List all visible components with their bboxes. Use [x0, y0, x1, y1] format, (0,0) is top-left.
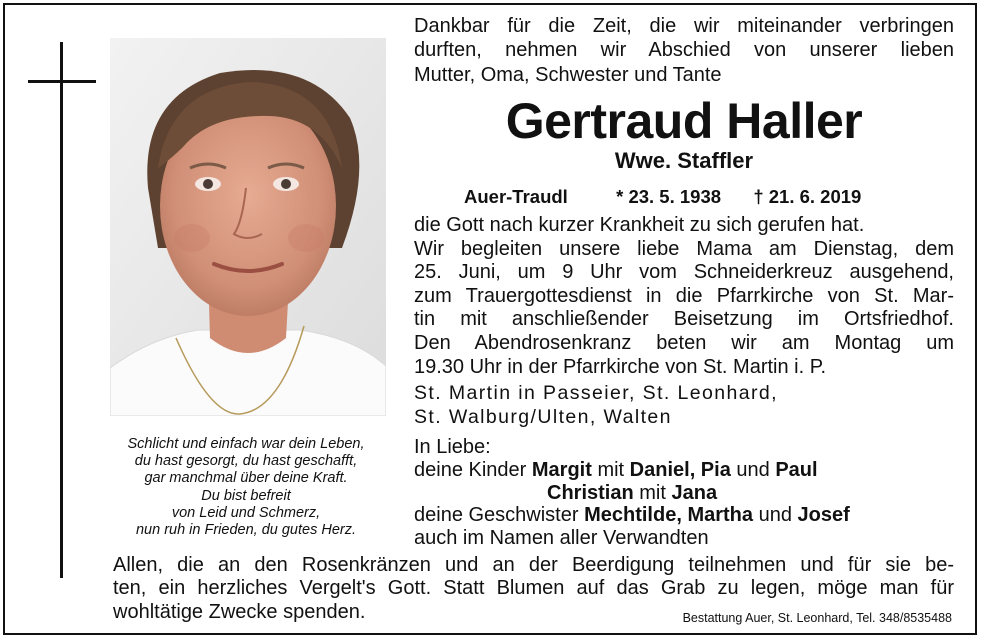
intro-text — [414, 14, 954, 87]
siblings-line — [414, 504, 954, 527]
thanks-line: wohltätige Zwecke spenden. — [113, 600, 366, 623]
poem-line: du hast gesorgt, du hast geschafft, — [134, 453, 358, 470]
children-prefix: deine Kinder — [414, 458, 527, 481]
portrait-photo — [110, 38, 386, 416]
sibling-names: Mechtilde, Martha — [584, 504, 754, 527]
and-word: und — [736, 458, 770, 481]
funeral-details — [414, 214, 954, 379]
undertaker-credit: Bestattung Auer, St. Leonhard, Tel. 348/8535488 — [682, 611, 952, 625]
places-line: St. Walburg/Ulten, Walten — [414, 406, 672, 428]
poem-line: von Leid und Schmerz, — [171, 504, 321, 521]
body-line: zum Trauergottesdienst in die Pfarrkirche von St. Mar- — [414, 284, 954, 307]
in-love-label: In Liebe: — [414, 436, 491, 458]
cross-horizontal-bar — [28, 80, 96, 83]
grandchild-name: Paul — [775, 458, 818, 481]
deceased-name: Gertraud Haller — [505, 93, 863, 149]
thanks-line: ten, ein herzliches Vergelt's Gott. Statt Blumen auf das Grab zu legen, möge man für — [113, 577, 954, 600]
places-line: St. Martin in Passeier, St. Leonhard, — [414, 382, 778, 404]
memorial-poem — [96, 436, 396, 539]
body-line: die Gott nach kurzer Krankheit zu sich gerufen hat. — [414, 214, 865, 236]
child-name: Margit — [531, 458, 592, 481]
thanks-line: Allen, die an den Rosenkränzen und an der Beerdigung teilnehmen und für sie be- — [113, 554, 954, 576]
life-dates — [464, 185, 954, 209]
married-name: Wwe. Staffler — [614, 148, 754, 173]
partner-names: Daniel, Pia — [629, 458, 731, 481]
body-line: 19.30 Uhr in der Pfarrkirche von St. Martin i. P. — [414, 355, 827, 378]
sibling-name: Josef — [797, 504, 850, 527]
and-word: und — [758, 504, 792, 527]
siblings-prefix: deine Geschwister — [414, 504, 579, 527]
poem-line: nun ruh in Frieden, du gutes Herz. — [135, 522, 357, 539]
poem-line: Schlicht und einfach war dein Leben, — [127, 436, 365, 452]
cross-vertical-bar — [60, 42, 63, 578]
body-line: tin mit anschließender Beisetzung im Ortsfriedhof. — [414, 308, 954, 331]
children-line — [414, 459, 954, 482]
relatives-line: auch im Namen aller Verwandten — [414, 527, 709, 550]
with-word: mit — [639, 481, 666, 504]
intro-line: durften, nehmen wir Abschied von unserer lieben — [414, 39, 954, 62]
death-date: † 21. 6. 2019 — [753, 186, 862, 207]
intro-line: Mutter, Oma, Schwester und Tante — [414, 63, 722, 86]
with-word: mit — [597, 458, 625, 481]
body-line: Wir begleiten unsere liebe Mama am Dienstag, dem — [414, 237, 954, 260]
partner-name: Jana — [671, 481, 718, 504]
poem-line: Du bist befreit — [201, 487, 291, 504]
mourners — [414, 436, 954, 550]
children-line-2 — [414, 482, 954, 505]
places — [414, 381, 954, 429]
child-name: Christian — [547, 481, 634, 504]
birth-date: * 23. 5. 1938 — [616, 186, 722, 207]
portrait-illustration — [110, 38, 386, 416]
intro-line: Dankbar für die Zeit, die wir miteinander verbringen — [414, 15, 954, 37]
body-line: 25. Juni, um 9 Uhr vom Schneiderkreuz ausgehend, — [414, 261, 954, 284]
body-line: Den Abendrosenkranz beten wir am Montag um — [414, 331, 954, 354]
poem-line: gar manchmal über deine Kraft. — [144, 470, 348, 487]
nickname: Auer-Traudl — [464, 186, 568, 207]
